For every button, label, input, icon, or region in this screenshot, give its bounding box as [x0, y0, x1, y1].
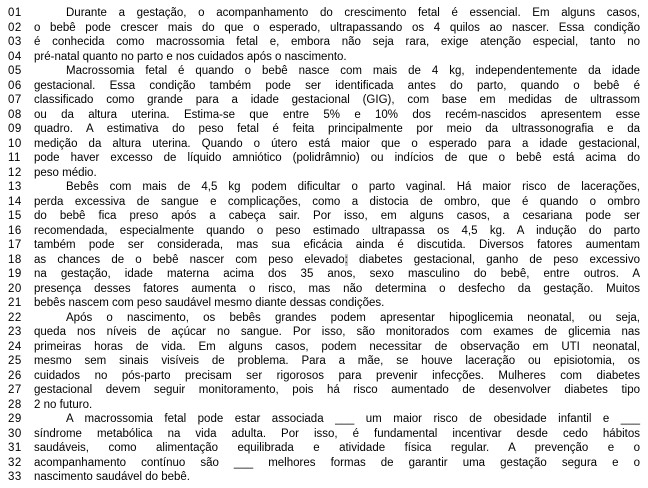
text-line: [0, 50, 648, 65]
line-text: quadro. A estimativa do peso fetal é feita principalmente por meio da ultrassonografia e da: [34, 123, 640, 135]
text-line: [0, 369, 648, 384]
line-number: 01: [8, 7, 22, 19]
line-number: 31: [8, 442, 22, 454]
line-number: 02: [8, 21, 22, 34]
line-number: 07: [8, 94, 22, 106]
line-text: ou da altura uterina. Estima-se que entre 5% e 10% dos recém-nascidos apresentem esse: [34, 108, 640, 121]
text-line: [0, 282, 648, 297]
text-line: [0, 93, 648, 108]
line-text: cuidados no pós-parto precisam ser rigorosos para prevenir infecções. Mulheres com diabetes: [34, 369, 640, 382]
line-text: queda nos níveis de açúcar no sangue. Por isso, são monitorados com exames de glicemia nas: [34, 326, 640, 338]
line-text: bebês nascem com peso saudável mesmo diante dessas condições.: [34, 297, 385, 309]
text-line: [0, 354, 648, 369]
text-line: [0, 137, 648, 152]
line-text: medição da altura uterina. Quando o útero está maior que o esperado para a idade gestacional,: [34, 137, 640, 150]
line-number: 19: [8, 268, 22, 280]
line-number: 13: [8, 181, 22, 193]
line-number: 12: [8, 166, 22, 179]
line-number: 27: [8, 384, 22, 396]
line-number: 18: [8, 253, 22, 266]
line-number: 06: [8, 79, 22, 92]
line-number: 28: [8, 398, 22, 411]
line-number: 05: [8, 65, 22, 77]
line-number: 30: [8, 427, 22, 440]
line-text: o bebê pode crescer mais do que o esperado, ultrapassando os 4 quilos ao nascer. Essa condição: [34, 21, 640, 34]
line-text: pré-natal quanto no parto e nos cuidados após o nascimento.: [34, 50, 347, 63]
line-text: também pode ser considerada, mas sua eficácia ainda é discutida. Diversos fatores aumentam: [34, 239, 640, 251]
line-text: nascimento saudável do bebê.: [34, 471, 190, 483]
line-number: 03: [8, 36, 22, 48]
text-line: [0, 456, 648, 471]
line-number: 04: [8, 50, 22, 63]
text-line: [0, 238, 648, 253]
text-line: [0, 441, 648, 456]
text-line: [0, 311, 648, 326]
line-text: síndrome metabólica na vida adulta. Por isso, é fundamental incentivar desde cedo hábitos: [34, 427, 640, 440]
line-text: mesmo sem sinais visíveis de problema. Para a mãe, se houve laceração ou episiotomia, os: [34, 355, 640, 367]
text-line: [0, 180, 648, 195]
text-line: [0, 122, 648, 137]
line-number: 21: [8, 297, 22, 309]
text-line: [0, 412, 648, 427]
text-line: [0, 325, 648, 340]
text-line: [0, 21, 648, 36]
line-number: 26: [8, 369, 22, 382]
text-line: [0, 296, 648, 311]
text-line: [0, 166, 648, 181]
line-text: saudáveis, como alimentação equilibrada e atividade física regular. A prevenção e o: [34, 442, 640, 454]
line-text: Bebês com mais de 4,5 kg podem dificultar o parto vaginal. Há maior risco de lacerações,: [66, 181, 640, 193]
text-line: [0, 470, 648, 485]
line-number: 20: [8, 282, 22, 295]
highlighted-character: :: [344, 253, 348, 266]
text-line: [0, 108, 648, 123]
line-number: 15: [8, 210, 22, 222]
line-number: 24: [8, 340, 22, 353]
text-line: [0, 383, 648, 398]
line-number: 32: [8, 456, 22, 469]
text-line: [0, 64, 648, 79]
line-number: 22: [8, 311, 22, 324]
line-number: 14: [8, 195, 22, 208]
line-text: acompanhamento contínuo são ___ melhores formas de garantir uma gestação segura e o: [34, 456, 640, 469]
text-line: [0, 195, 648, 210]
line-text: do bebê fica preso após a cabeça sair. Por isso, em alguns casos, a cesariana pode ser: [34, 210, 640, 222]
line-number: 25: [8, 355, 22, 367]
text-line: [0, 35, 648, 50]
line-number: 23: [8, 326, 22, 338]
text-line: [0, 253, 648, 268]
text-line: [0, 267, 648, 282]
line-number: 17: [8, 239, 22, 251]
text-line: [0, 209, 648, 224]
text-line: [0, 151, 648, 166]
line-text: gestacional devem seguir monitoramento, pois há risco aumentado de desenvolver diabetes tipo: [34, 384, 640, 396]
text-line: [0, 6, 648, 21]
line-text: Durante a gestação, o acompanhamento do crescimento fetal é essencial. Em alguns casos,: [66, 7, 640, 19]
line-number: 16: [8, 224, 22, 237]
text-line: [0, 79, 648, 94]
text-line: [0, 340, 648, 355]
line-number: 11: [8, 152, 21, 164]
text-line: [0, 427, 648, 442]
line-number: 10: [8, 137, 22, 150]
line-text: classificado como grande para a idade gestacional (GIG), com base em medidas de ultrassom: [34, 94, 640, 106]
line-text: na gestação, idade materna acima dos 35 anos, sexo masculino do bebê, entre outros. A: [34, 268, 640, 280]
line-number: 29: [8, 413, 22, 425]
line-text: primeiras horas de vida. Em alguns casos, podem necessitar de observação em UTI neonatal,: [34, 340, 640, 353]
line-text: 2 no futuro.: [34, 398, 93, 411]
line-text: A macrossomia fetal pode estar associada ___ um maior risco de obesidade infantil e ___: [66, 413, 640, 425]
line-number: 08: [8, 108, 22, 121]
line-text: recomendada, especialmente quando o peso estimado ultrapassa os 4,5 kg. A indução do parto: [34, 224, 640, 237]
line-text: pode haver excesso de líquido amniótico (polidrâmnio) ou indícios de que o bebê está acima do: [34, 152, 640, 164]
line-text: Após o nascimento, os bebês grandes podem apresentar hipoglicemia neonatal, ou seja,: [66, 311, 640, 324]
line-number: 33: [8, 471, 22, 483]
line-number: 09: [8, 123, 22, 135]
text-line: [0, 224, 648, 239]
line-text: perda excessiva de sangue e complicações, como a distocia de ombro, que é quando o ombro: [34, 195, 640, 208]
line-text: é conhecida como macrossomia fetal e, embora não seja rara, exige atenção especial, tanto no: [34, 36, 640, 48]
text-line: [0, 398, 648, 413]
line-text: Macrossomia fetal é quando o bebê nasce com mais de 4 kg, independentemente da idade: [66, 65, 640, 77]
line-text: presença desses fatores aumenta o risco, mas não determina o desfecho da gestação. Muitos: [34, 282, 640, 295]
line-text: peso médio.: [34, 166, 97, 179]
line-text: gestacional. Essa condição também pode ser identificada antes do parto, quando o bebê é: [34, 79, 640, 92]
line-text: as chances de o bebê nascer com peso elevado: diabetes gestacional, ganho de peso excessivo: [34, 253, 640, 266]
